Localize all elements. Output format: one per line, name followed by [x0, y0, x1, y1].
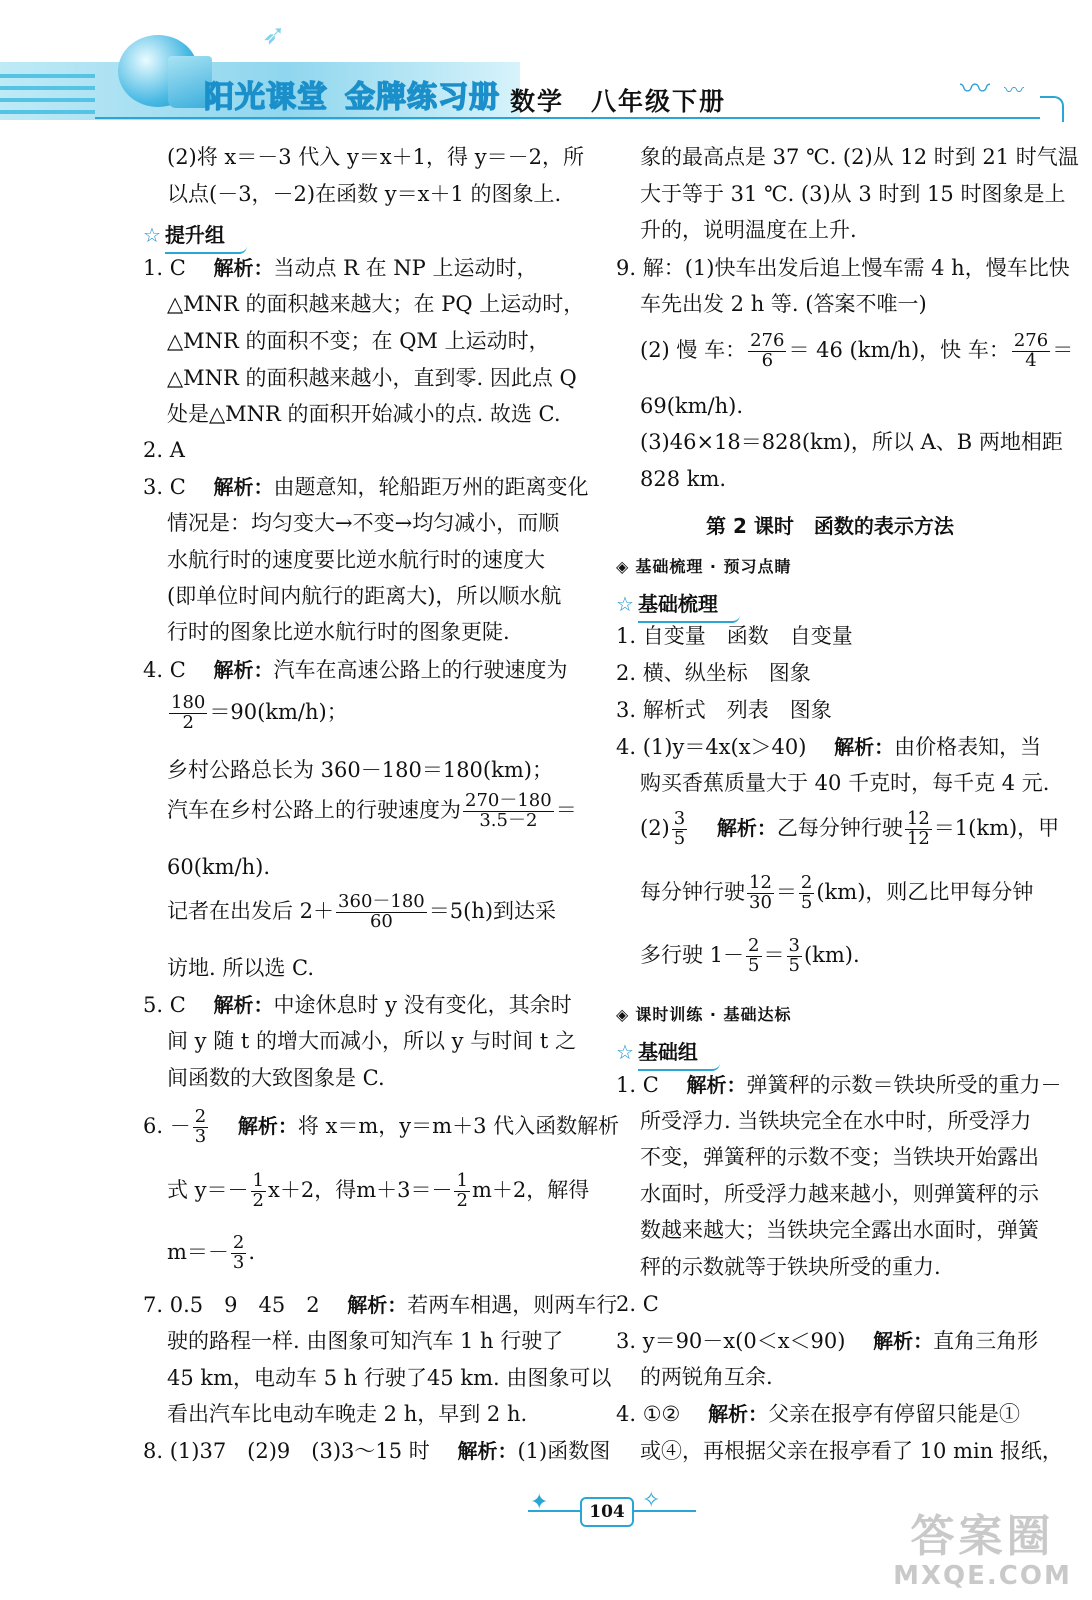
answer-line: 9. 解：(1)快车出发后追上慢车需 4 h，慢车比快	[616, 256, 1070, 280]
text-line: 记者在出发后 2＋ $\frac{360-180}{60}$ ＝5(h)到达采	[167, 891, 557, 932]
fraction: $\frac{276}{6}$	[750, 330, 785, 371]
text-line: 行时的图象比逆水航行时的图象更陡.	[167, 620, 510, 644]
fraction: $\frac{1}{2}$	[252, 1170, 264, 1211]
text-line: 大于等于 31 ℃. (3)从 3 时到 15 时图象是上	[640, 182, 1066, 206]
answer-line: 1. 自变量 函数 自变量	[616, 624, 853, 648]
text-line: 看出汽车比电动车晚走 2 h，早到 2 h.	[167, 1402, 528, 1426]
fraction: $\frac{1}{2}$	[456, 1170, 468, 1211]
text-line: 式 y＝－ $\frac{1}{2}$ x＋2，得m＋3＝－ $\frac{1}{2}$ m＋2，解得	[167, 1170, 590, 1211]
text-line: 828 km.	[640, 467, 727, 491]
bird-icon: 〰	[960, 72, 990, 107]
subject-grade: 数学 八年级下册	[510, 87, 727, 116]
text-line: 每分钟行驶 $\frac{12}{30}$ ＝ $\frac{2}{5}$ (km)，则乙比甲每分钟	[640, 872, 1034, 913]
answer-line: 2. 横、纵坐标 图象	[616, 661, 811, 685]
section-banner: ◈ 基础梳理 · 预习点睛	[616, 557, 792, 576]
answer-line: 4. C 解析：汽车在高速公路上的行驶速度为	[143, 658, 568, 682]
page-number: 104	[580, 1497, 634, 1527]
tag-underline	[638, 1063, 720, 1071]
header-rule	[95, 117, 1040, 119]
header-stripe	[0, 74, 95, 78]
fraction: $\frac{360-180}{60}$	[338, 891, 425, 932]
answer-line: 5. C 解析：中途休息时 y 没有变化，其余时	[143, 993, 572, 1017]
text-line: 间函数的大致图象是 C.	[167, 1066, 385, 1090]
fraction: $\frac{2}{5}$	[748, 935, 760, 976]
text-line: 所受浮力. 当铁块完全在水中时，所受浮力	[640, 1109, 1032, 1133]
text-line: 购买香蕉质量大于 40 千克时，每千克 4 元.	[640, 771, 1050, 795]
fraction: $\frac{276}{4}$	[1013, 330, 1049, 371]
answer-line: 6. － $\frac{2}{3}$ 解析：将 x＝m，y＝m＋3 代入函数解析	[143, 1106, 620, 1147]
text-line: (即单位时间内航行的距离大)，所以顺水航	[167, 584, 562, 608]
series-title: 阳光课堂	[204, 80, 328, 115]
tag-underline	[165, 246, 247, 254]
paper-plane-icon: ➶	[262, 18, 286, 51]
fraction: $\frac{2}{5}$	[800, 872, 813, 913]
text-line: 访地. 所以选 C.	[167, 956, 315, 980]
text-line: 的两锐角互余.	[640, 1365, 773, 1389]
text-line: 不变，弹簧秤的示数不变；当铁块开始露出	[640, 1145, 1039, 1169]
lesson-title: 第 2 课时 函数的表示方法	[706, 514, 954, 538]
header-stripe	[0, 110, 95, 114]
answer-line: 2. A	[143, 438, 185, 462]
text-line: 45 km，电动车 5 h 行驶了45 km. 由图象可以	[167, 1366, 612, 1390]
page-header	[0, 0, 1092, 140]
section-tag-jichushuli: ☆ 基础梳理	[616, 588, 718, 617]
text-line: 多行驶 1－ $\frac{2}{5}$ ＝ $\frac{3}{5}$ (km).	[640, 935, 860, 976]
fraction: $\frac{270-180}{3.5-2}$	[465, 790, 552, 831]
text-line: 60(km/h).	[167, 855, 271, 879]
diamond-icon: ◈	[616, 557, 630, 576]
text-line: 水航行时的速度要比逆水航行时的速度大	[167, 548, 545, 572]
answer-line: 2. C	[616, 1292, 659, 1316]
text-line: 以点(－3，－2)在函数 y＝x＋1 的图象上.	[167, 182, 562, 206]
fraction: $\frac{2}{3}$	[232, 1232, 245, 1273]
answer-line: 8. (1)37 (2)9 (3)3～15 时 解析：(1)函数图	[143, 1439, 611, 1463]
fraction: $\frac{3}{5}$	[673, 808, 686, 849]
answer-line: 1. C 解析：当动点 R 在 NP 上运动时，	[143, 256, 538, 280]
text-line: 升的，说明温度在上升.	[640, 218, 857, 242]
star-icon: ☆	[616, 592, 634, 616]
star-icon: ✦	[530, 1490, 549, 1515]
fraction: $\frac{12}{12}$	[906, 808, 930, 849]
text-line: △MNR 的面积不变；在 QM 上运动时，	[167, 329, 550, 353]
star-icon: ☆	[616, 1040, 634, 1064]
text-line: m＝－ $\frac{2}{3}$ .	[167, 1232, 256, 1273]
text-line: $\frac{180}{2}$ ＝90(km/h)；	[171, 692, 348, 733]
header-stripe	[0, 86, 95, 90]
header-stripe	[0, 98, 95, 102]
text-line: 数越来越大；当铁块完全露出水面时，弹簧	[640, 1218, 1039, 1242]
answer-line: 4. ①② 解析：父亲在报亭有停留只能是①	[616, 1402, 1021, 1426]
text-line: (2)将 x＝－3 代入 y＝x＋1，得 y＝－2，所	[167, 145, 584, 169]
answer-line: 3. C 解析：由题意知，轮船距万州的距离变化	[143, 475, 589, 499]
text-line: 69(km/h).	[640, 394, 744, 418]
text-line: (2) 慢 车： $\frac{276}{6}$ ＝ 46 (km/h)，快 车： $\frac{276}{4}$ ＝	[640, 330, 1074, 371]
answer-line: 7. 0.5 9 45 2 解析：若两车相遇，则两车行	[143, 1293, 618, 1317]
text-line: 汽车在乡村公路上的行驶速度为 $\frac{270-180}{3.5-2}$ ＝	[167, 790, 577, 831]
text-line: 间 y 随 t 的增大而减小，所以 y 与时间 t 之	[167, 1029, 577, 1053]
fraction: $\frac{180}{2}$	[171, 692, 206, 733]
star-icon: ☆	[143, 223, 161, 247]
answer-line: 1. C 解析：弹簧秤的示数＝铁块所受的重力－	[616, 1073, 1062, 1097]
text-line: 处是△MNR 的面积开始减小的点. 故选 C.	[167, 402, 561, 426]
text-line: 驶的路程一样. 由图象可知汽车 1 h 行驶了	[167, 1329, 564, 1353]
answer-line: 3. 解析式 列表 图象	[616, 698, 832, 722]
text-line: 乡村公路总长为 360－180＝180(km)；	[167, 758, 553, 782]
bird-icon: 〰	[1004, 78, 1024, 102]
text-line: 水面时，所受浮力越来越小，则弹簧秤的示	[640, 1182, 1039, 1206]
text-line: 情况是：均匀变大→不变→均匀减小，而顺	[167, 511, 560, 535]
text-line: 或④，再根据父亲在报亭看了 10 min 报纸，	[640, 1439, 1063, 1463]
text-line: (2) $\frac{3}{5}$ 解析：乙每分钟行驶 $\frac{12}{12}$ ＝1(km)，甲	[640, 808, 1060, 849]
text-line: 象的最高点是 37 ℃. (2)从 12 时到 21 时气温	[640, 145, 1079, 169]
star-icon: ✧	[642, 1488, 661, 1513]
watermark-logo-text: 答案圈	[910, 1511, 1055, 1562]
section-banner: ◈ 课时训练 · 基础达标	[616, 1005, 792, 1024]
section-tag-jichuzu: ☆ 基础组	[616, 1036, 698, 1065]
answer-line: 3. y＝90－x(0＜x＜90) 解析：直角三角形	[616, 1329, 1039, 1353]
text-line: 车先出发 2 h 等. (答案不唯一)	[640, 292, 927, 316]
series-subtitle: 金牌练习册	[345, 80, 500, 115]
fraction: $\frac{12}{30}$	[749, 872, 772, 913]
diamond-icon: ◈	[616, 1005, 630, 1024]
tag-underline	[638, 615, 740, 623]
watermark	[880, 1512, 1085, 1592]
text-line: (3)46×18＝828(km)，所以 A、B 两地相距	[640, 430, 1063, 454]
header-rule-end	[1040, 96, 1064, 122]
text-line: △MNR 的面积越来越大；在 PQ 上运动时，	[167, 292, 585, 316]
section-tag-tisheng: ☆ 提升组	[143, 219, 225, 248]
text-line: △MNR 的面积越来越小，直到零. 因此点 Q	[167, 366, 577, 390]
fraction: $\frac{2}{3}$	[194, 1106, 207, 1147]
answer-line: 4. (1)y＝4x(x＞40) 解析：由价格表知，当	[616, 735, 1042, 759]
fraction: $\frac{3}{5}$	[788, 935, 800, 976]
text-line: 秤的示数就等于铁块所受的重力.	[640, 1255, 941, 1279]
watermark-url: MXQE.COM	[893, 1561, 1072, 1591]
